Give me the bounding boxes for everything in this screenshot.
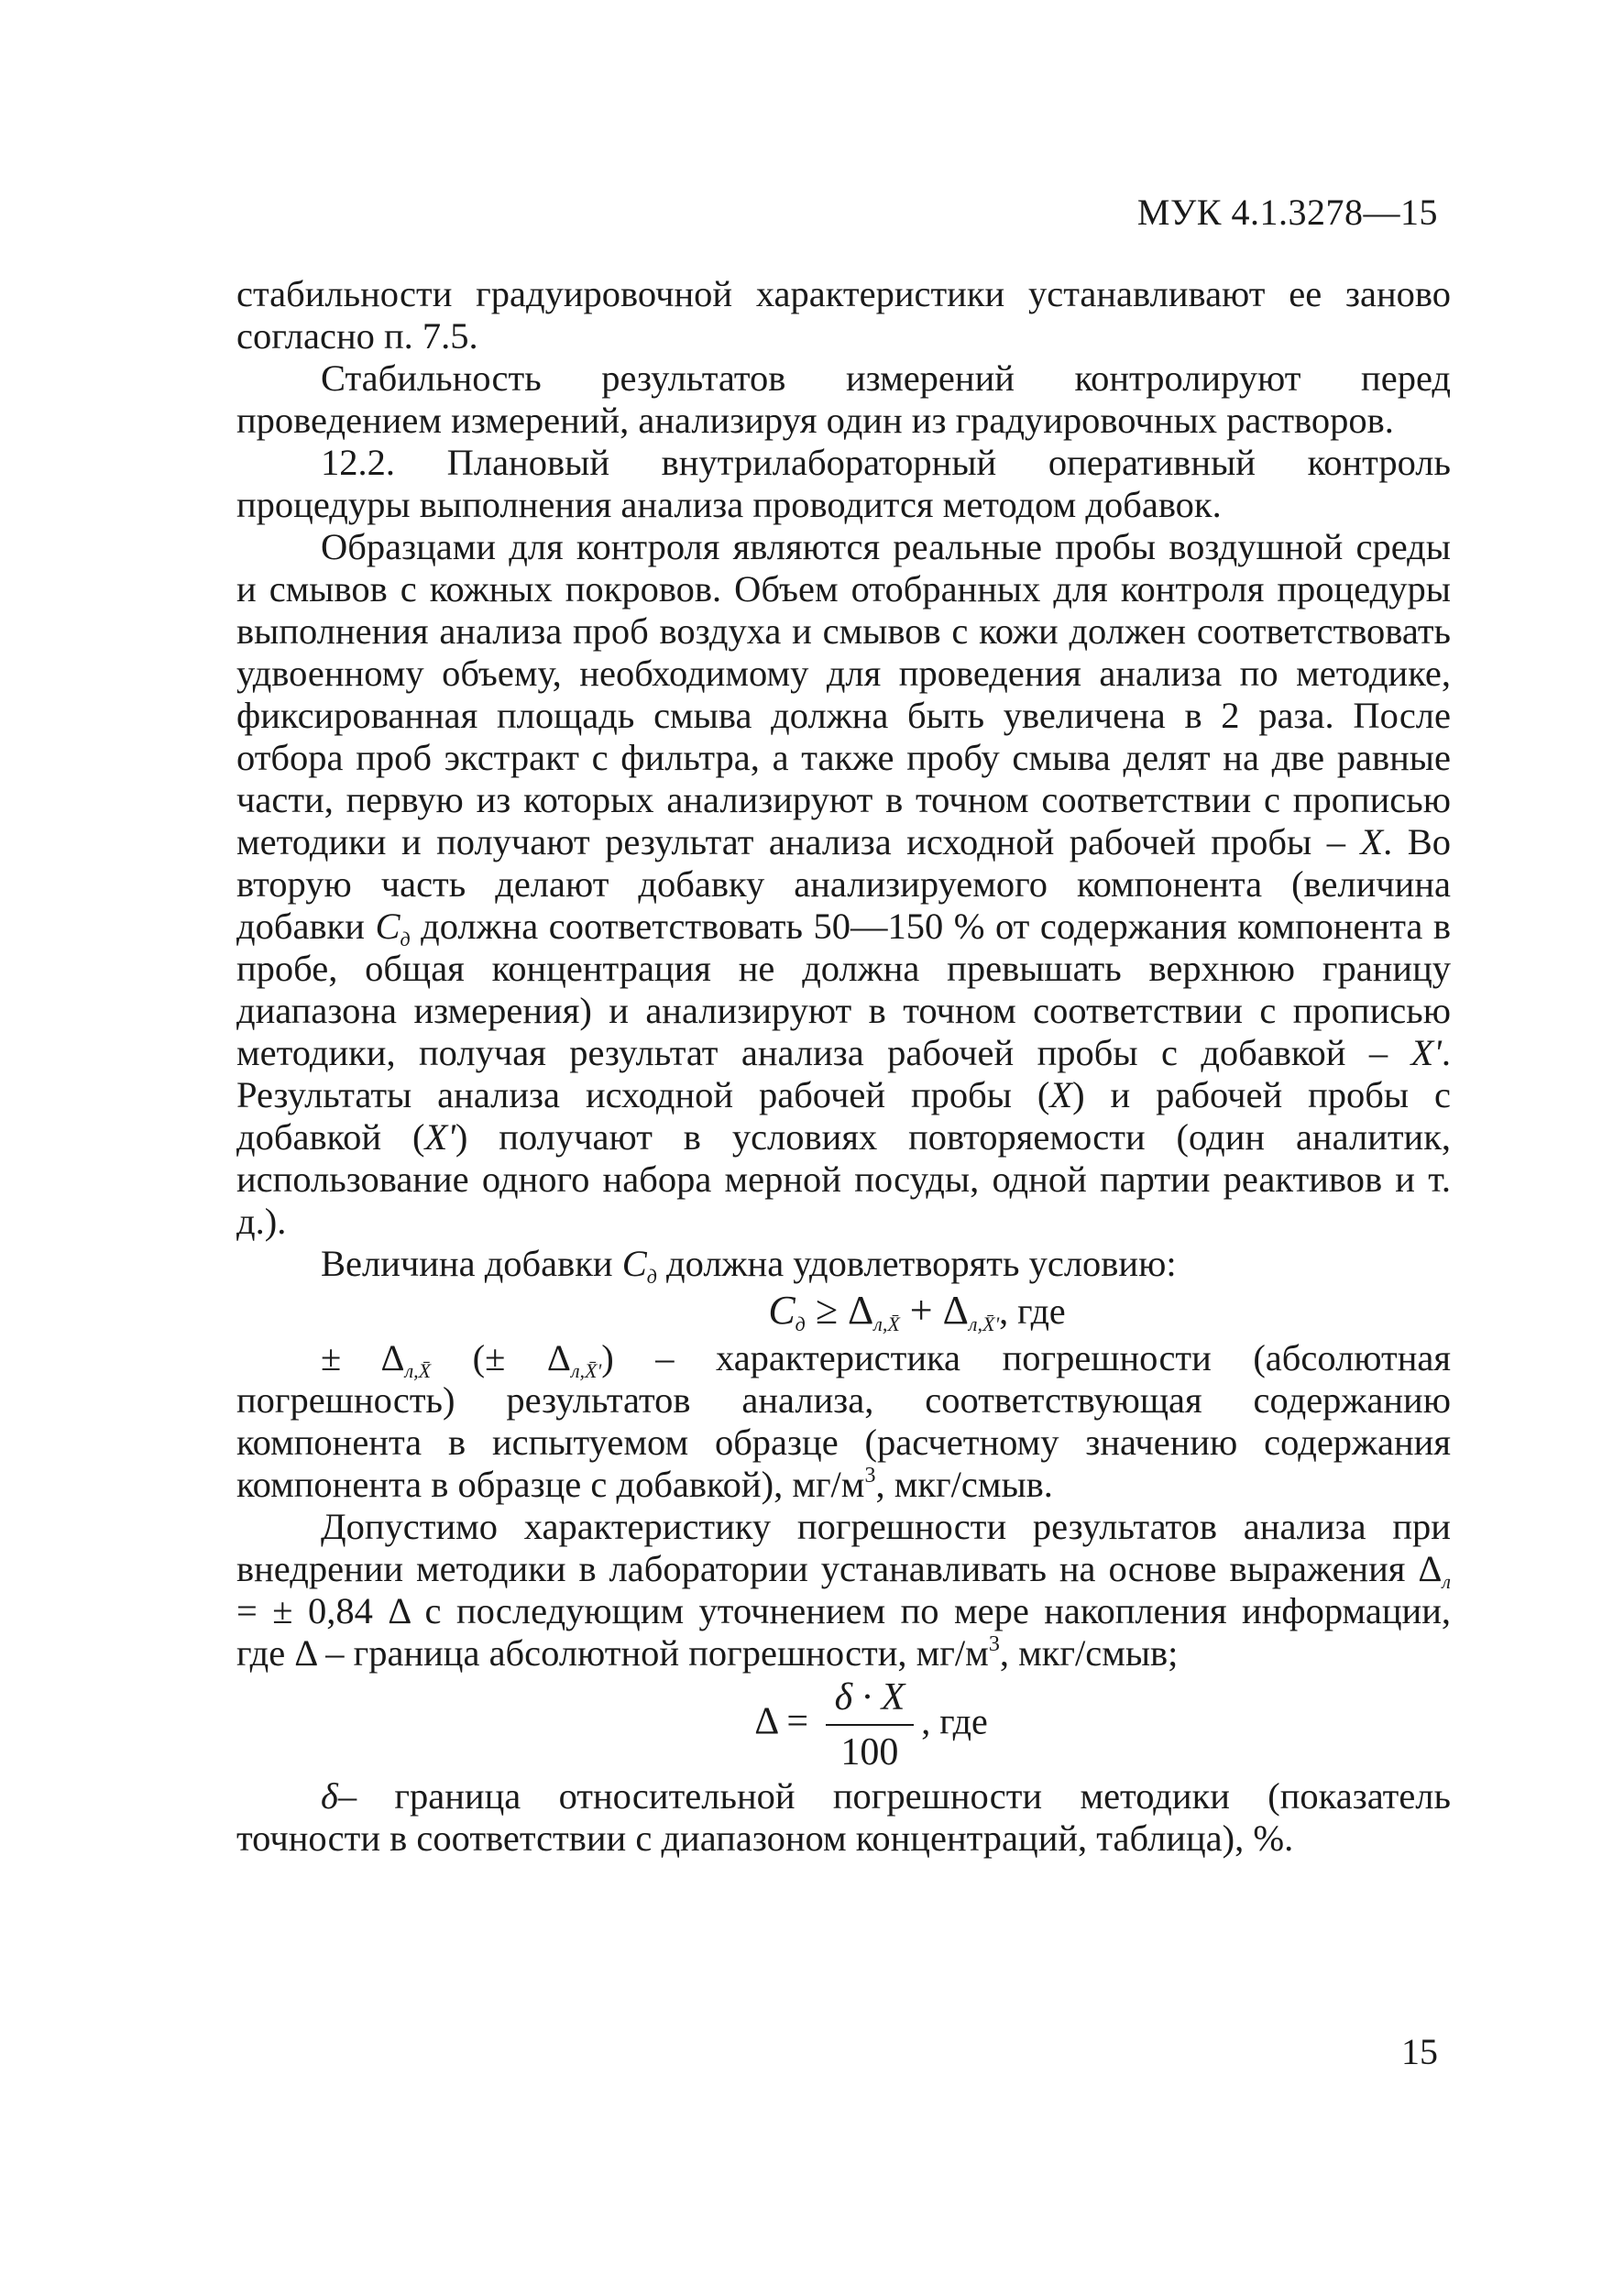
formula-subscript: д [795, 1312, 806, 1335]
symbol-subscript: л,X̄ [404, 1359, 432, 1382]
paragraph-relative-error [236, 1775, 1451, 1860]
symbol-c: C [621, 1243, 647, 1284]
paragraph-addition-condition [236, 1243, 1451, 1288]
paragraph-text: . Во вторую часть делают добавку анализируемого компонента (величина добавки [236, 821, 1452, 947]
paragraph-text: ) – характеристика погрешности (абсолютная погрешность) результатов анализа, соответствующая содержанию компонента в испытуемом образце (расчетному значению содержания компонента в образце с добавкой), мг/м [236, 1337, 1451, 1505]
paragraph-symbol: ± Δ [321, 1337, 405, 1378]
paragraph-control-samples [236, 526, 1451, 1243]
page-number: 15 [1401, 2031, 1438, 2072]
formula-fraction [826, 1675, 915, 1775]
paragraph-text: , мкг/смыв; [999, 1632, 1179, 1674]
formula-absolute-error [236, 1675, 1451, 1775]
symbol-x-prime: X' [1410, 1032, 1442, 1073]
symbol-x: X [1049, 1074, 1073, 1115]
symbol-subscript: л,X̄' [570, 1359, 602, 1382]
paragraph-text: Величина добавки [321, 1243, 613, 1284]
symbol-x-prime: X' [424, 1116, 455, 1158]
formula-addition-condition [236, 1285, 1451, 1337]
symbol-x: X [1360, 821, 1384, 862]
document-code-header: МУК 4.1.3278—15 [1136, 192, 1438, 233]
paragraph-symbol: (± Δ [472, 1337, 571, 1378]
symbol-c: C [375, 906, 401, 947]
symbol-subscript: д [400, 928, 411, 950]
symbol-delta: δ [321, 1775, 338, 1817]
paragraph-text: Стабильность результатов измерений контролируют перед проведением измерений, анализируя один из градуировочных растворов. [236, 357, 1451, 441]
symbol-subscript: л [1442, 1570, 1451, 1593]
formula-suffix: , где [999, 1290, 1066, 1332]
formula-suffix: , где [921, 1700, 988, 1742]
formula-subscript: л,X̄' [968, 1312, 1000, 1335]
superscript: 3 [988, 1632, 1000, 1656]
paragraph-text: = ± 0,84 Δ с последующим уточнением по мере накопления информации, где Δ – граница абсолютной погрешности, мг/м [236, 1590, 1451, 1674]
formula-numerator: δ · X [826, 1675, 915, 1726]
symbol-subscript: д [646, 1265, 657, 1288]
paragraph-stability-control [236, 357, 1451, 442]
formula-subscript: л,X̄ [873, 1312, 900, 1335]
paragraph-permissible-characteristic [236, 1506, 1451, 1675]
paragraph-stability-continuation [236, 273, 1451, 357]
paragraph-section-12-2 [236, 442, 1451, 526]
page-body [236, 273, 1451, 1860]
paragraph-text: 12.2. Плановый внутрилабораторный оперативный контроль процедуры выполнения анализа проводится методом добавок. [236, 442, 1451, 525]
paragraph-text: стабильности градуировочной характеристики устанавливают ее заново согласно п. 7.5. [236, 273, 1451, 357]
paragraph-text: ) и рабочей пробы с добавкой ( [236, 1074, 1451, 1158]
formula-denominator: 100 [840, 1731, 899, 1773]
paragraph-text: Допустимо характеристику погрешности результатов анализа при внедрении методики в лаборатории устанавливать на основе выражения Δ [236, 1506, 1451, 1589]
paragraph-text: должна соответствовать 50—150 % от содержания компонента в пробе, общая концентрация не должна превышать верхнюю границу диапазона измерения) и анализируют в точном соответствии с прописью методики, получая результат анализа рабочей пробы с добавкой – [236, 906, 1452, 1073]
formula-operator: ≥ Δ [815, 1288, 874, 1333]
superscript: 3 [864, 1464, 876, 1488]
paragraph-text: , мкг/смыв. [875, 1464, 1053, 1505]
paragraph-text: Образцами для контроля являются реальные пробы воздушной среды и смывов с кожных покровов. Объем отобранных для контроля процедуры выполнения анализа проб воздуха и смывов с кожи должен соответствовать удвоенному объему, необходимому для проведения анализа по методике, фиксированная площадь смыва должна быть увеличена в 2 раза. После отбора проб экстракт с фильтра, а также пробу смыва делят на две равные части, первую из которых анализируют в точном соответствии с прописью методики и получают результат анализа исходной рабочей пробы – [236, 526, 1451, 862]
formula-symbol: C [768, 1288, 796, 1333]
paragraph-text: – граница относительной погрешности методики (показатель точности в соответствии с диапазоном концентраций, таблица), %. [236, 1775, 1451, 1859]
paragraph-text: должна удовлетворять условию: [666, 1243, 1177, 1284]
paragraph-error-characteristic [236, 1337, 1451, 1506]
paragraph-text: . Результаты анализа исходной рабочей пробы ( [236, 1032, 1451, 1115]
formula-lhs: Δ = [754, 1700, 809, 1743]
paragraph-text: ) получают в условиях повторяемости (один аналитик, использование одного набора мерной посуды, одной партии реактивов и т. д.). [236, 1116, 1451, 1242]
formula-operator: + Δ [909, 1288, 969, 1333]
